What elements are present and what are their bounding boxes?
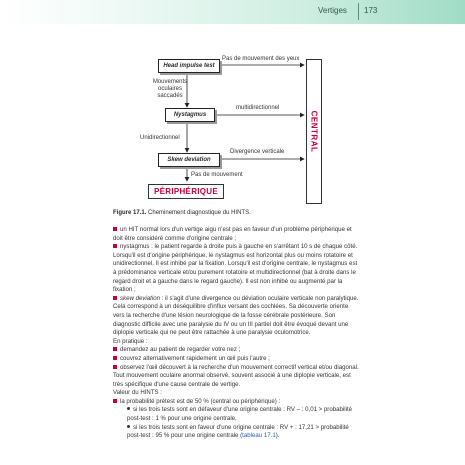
edge-label-no-eye-movement: Pas de mouvement des yeux <box>222 56 300 62</box>
sub-list-item: si les trois tests sont en défaveur d'une origine centrale : RV – : 0,01 > probabilité post-test : 1 % pour une origine centrale, <box>127 406 353 423</box>
nystagmus-box: Nystagmus <box>165 108 215 122</box>
bullet-square-icon <box>113 347 117 351</box>
paragraph: Valeur du HINTS : <box>113 389 162 397</box>
head-impulse-test-box: Head impulse test <box>158 59 220 73</box>
figure-caption <box>113 210 251 216</box>
table-link[interactable]: tableau 17.1 <box>242 432 276 440</box>
figure-number: Figure 17.1. <box>113 210 147 216</box>
list-item: nystagmus : le patient regarde à droite puis à gauche en s'arrêtant 10 s de chaque côté. Lorsqu'il est d'origine périphérique, le nystagmus est horizontal plus ou moins rotatoire et unidirectionnel. Il est inhibé par la fixation. Lorsqu'il est d'origine centrale, le nystagmus est à prédominance verticale et/ou purement rotatoire et multidirectionnel (bat à droite dans le regard droit et à gauche dans le regard gauche). Il est non inhibé ou augmenté par la fixation ; <box>113 243 358 294</box>
bullet-square-icon <box>113 399 117 403</box>
bullet-dot-icon <box>127 425 130 428</box>
bullet-square-icon <box>113 244 117 248</box>
body-text <box>113 226 361 441</box>
list-item: un HIT normal lors d'un vertige aigu n'est pas en faveur d'un problème périphérique et doit être considéré comme d'origine centrale ; <box>113 226 352 242</box>
running-header-title: Vertiges <box>318 6 347 15</box>
bullet-square-icon <box>113 296 117 300</box>
bullet-dot-icon <box>127 407 130 410</box>
edge-label-no-movement: Pas de mouvement <box>191 172 243 178</box>
paragraph: Tout mouvement oculaire anormal observé, souvent associé à une diplopie verticale, est très spécifique d'une cause centrale de vertige. <box>113 372 351 388</box>
list-item: demandez au patient de regarder votre nez ; <box>113 346 361 355</box>
list-item: la probabilité prétest est de 50 % (central ou périphérique) : <box>113 398 361 407</box>
edge-label-saccades: Mouvements oculaires saccadés <box>152 79 188 99</box>
edge-label-multidirectional: multidirectionnel <box>236 105 280 111</box>
bullet-square-icon <box>113 365 117 369</box>
figure-title: Cheminement diagnostique du HINTS. <box>148 210 251 216</box>
central-box <box>306 59 322 204</box>
list-item: skew deviation : il s'agit d'une divergence ou déviation oculaire verticale non paralytique. Cela correspond à un déséquilibre d'influx versant des cochlées. Sa découverte oriente vers la recherche d'une lésion neurologique de la fosse cérébrale postérieure. Son diagnostic difficile avec une paralysie du IV ou un III partiel doit être évoqué devant une diplopie verticale qui ne peut être rattachée à une paralysie oculomotrice. <box>113 294 359 337</box>
paragraph: En pratique : <box>113 337 148 345</box>
bullet-square-icon <box>113 227 117 231</box>
skew-deviation-box: Skew deviation <box>158 153 220 167</box>
edge-label-vertical-divergence: Divergence verticale <box>230 149 285 155</box>
page-number: 173 <box>364 6 378 15</box>
edge-label-unidirectional: Unidirectionnel <box>140 135 180 141</box>
list-item: couvrez alternativement rapidement un œil puis l'autre ; <box>113 355 361 364</box>
sub-list-item: si les trois tests sont en faveur d'une origine centrale : RV + : 17,21 > probabilité post-test : 95 % pour une origine centrale (tableau 17.1). <box>127 423 349 440</box>
list-item: observez l'œil découvert à la recherche d'un mouvement correctif vertical et/ou diagonal. <box>113 364 361 373</box>
peripheral-box: PÉRIPHÉRIQUE <box>148 184 224 199</box>
central-label: CENTRAL <box>309 110 319 153</box>
bullet-square-icon <box>113 356 117 360</box>
